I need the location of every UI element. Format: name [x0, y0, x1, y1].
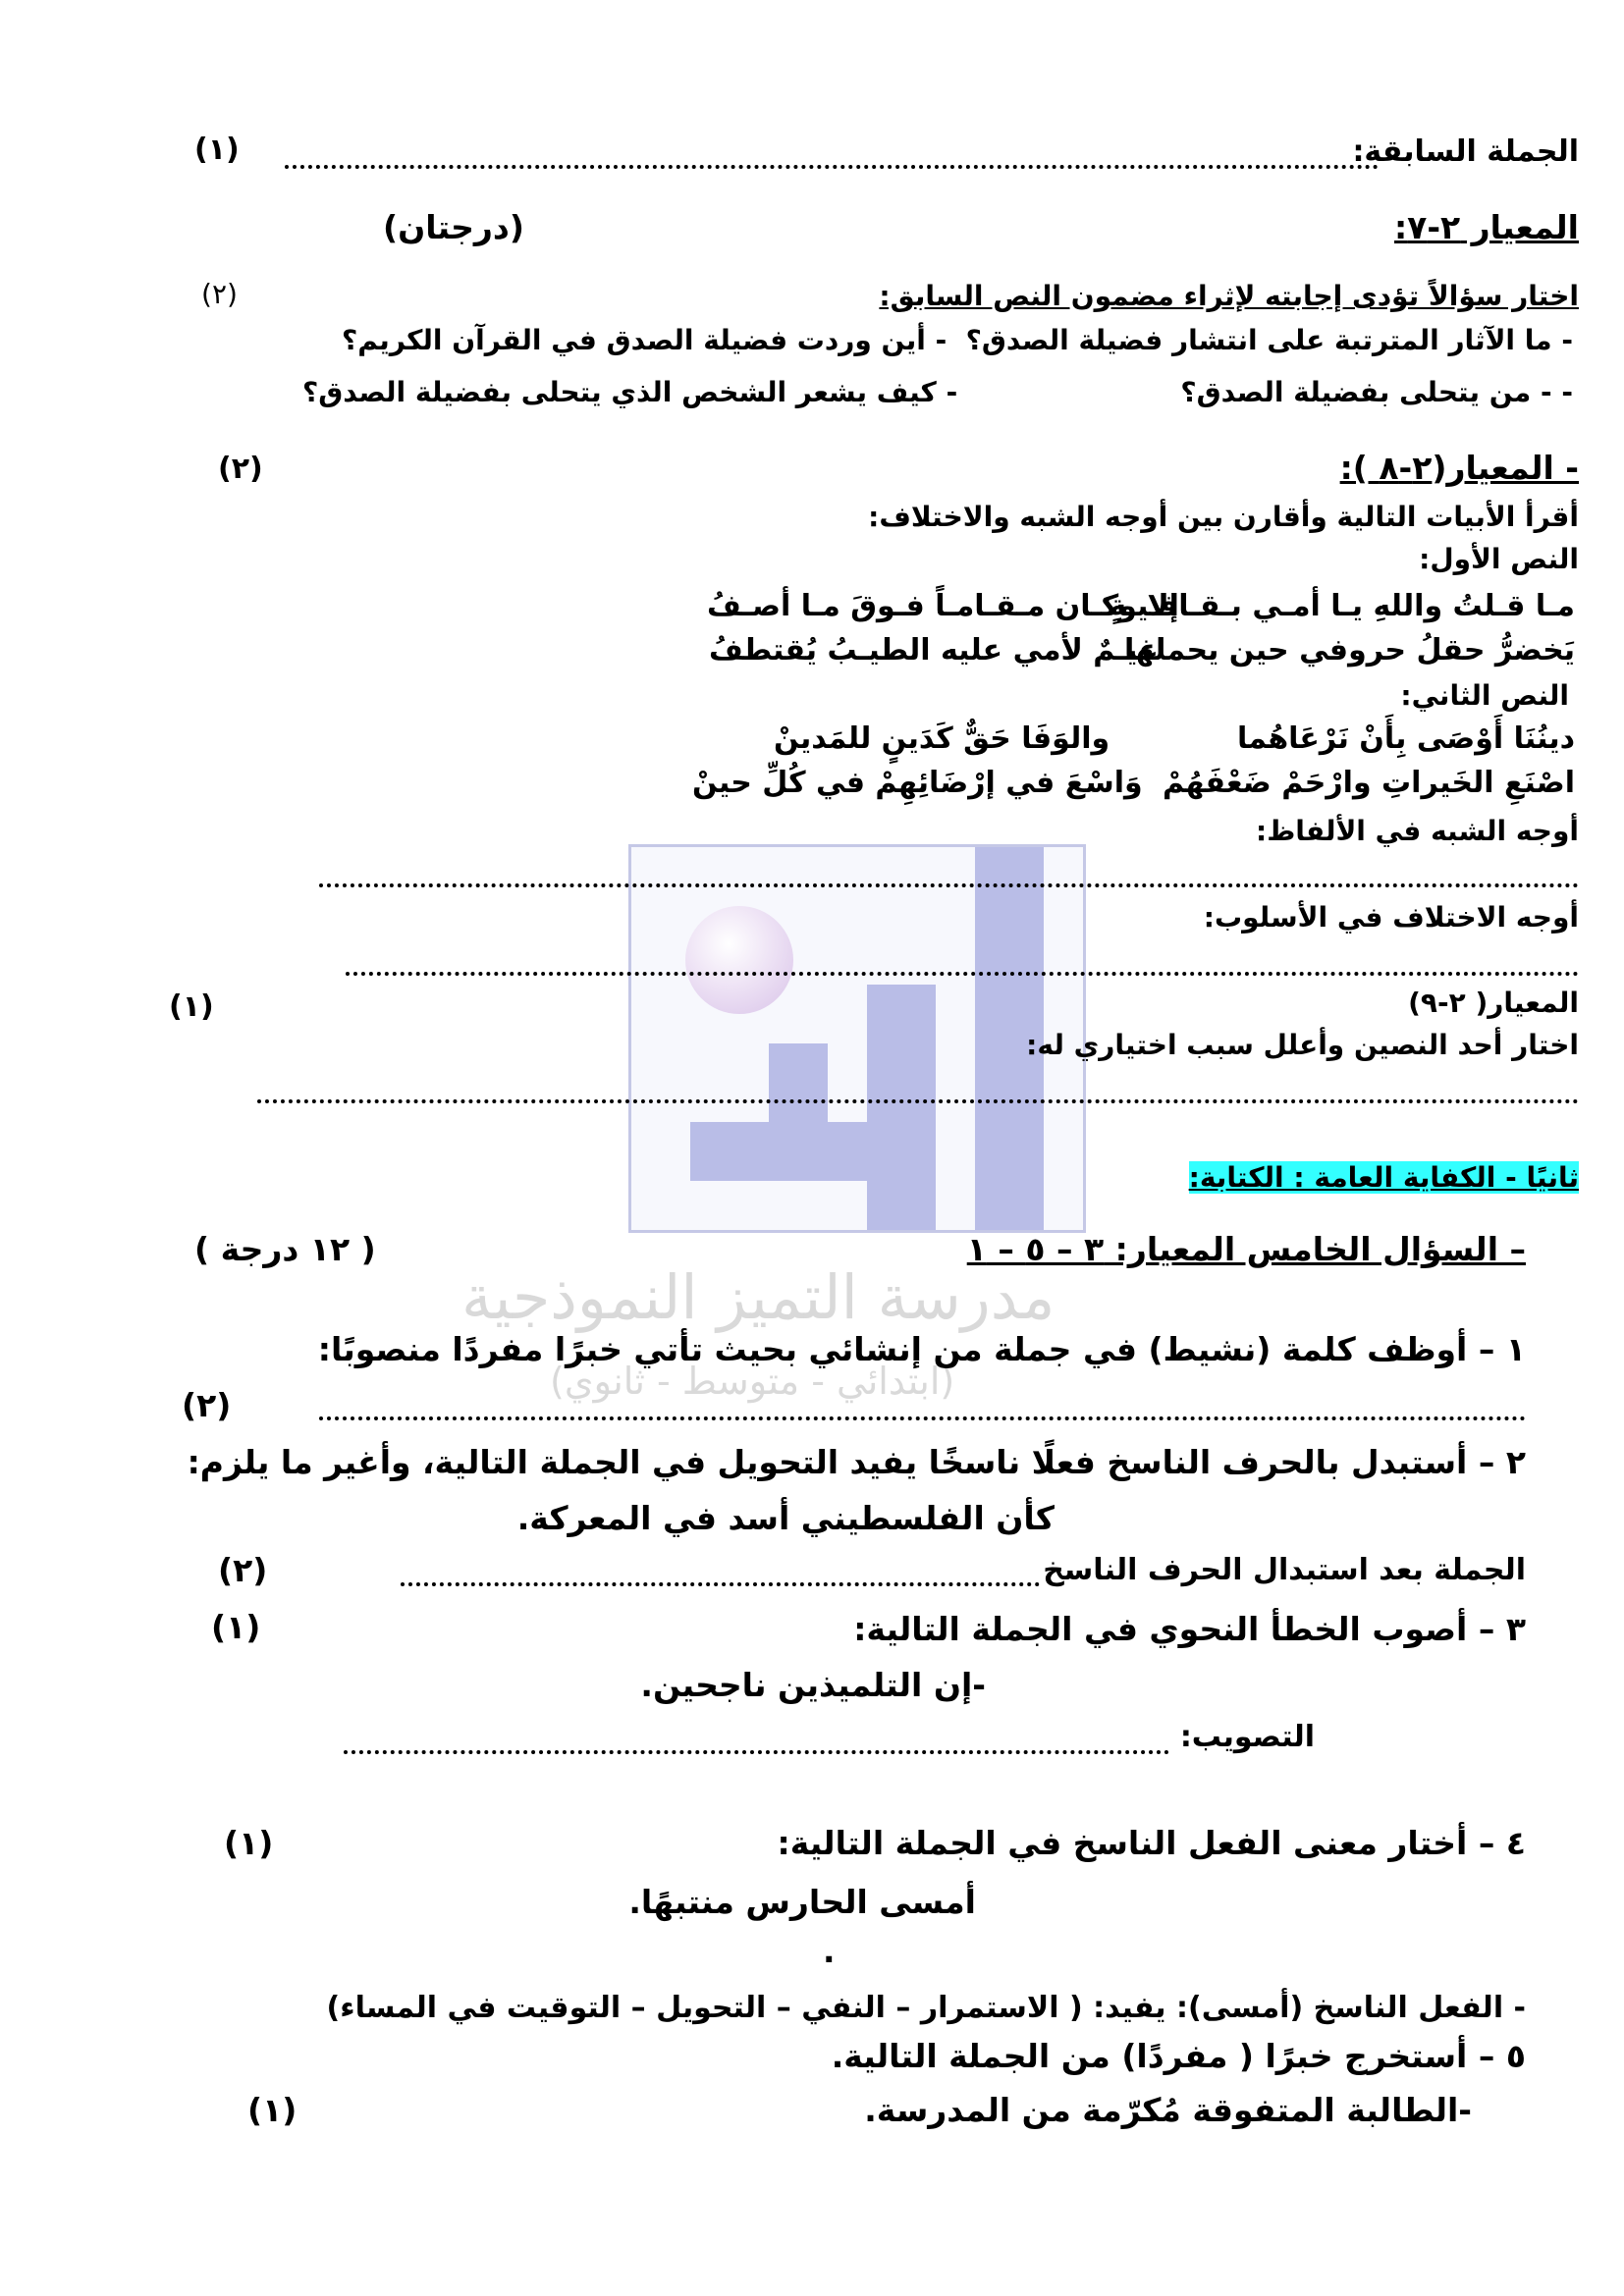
score: ( ١٢ درجة ) — [194, 1230, 376, 1268]
answer-line[interactable] — [319, 883, 1579, 887]
option-2[interactable]: - أين وردت فضيلة الصدق في القرآن الكريم؟ — [342, 324, 947, 356]
poem-verse: مـا قـلتُ واللهِ يـا أمـي بـقـافـيـةٍ — [1109, 589, 1575, 623]
item-2: ٢ – أستبدل بالحرف الناسخ فعلًا ناسخًا يفيد التحويل في الجملة التالية، وأغير ما يلزم: — [187, 1443, 1526, 1481]
item-4-sentence: أمسى الحارس منتبهًا. — [628, 1883, 976, 1921]
poem-verse: وَاسْعَ في إرْضَائِهِمْ في كُلِّ حينْ — [692, 766, 1143, 800]
poem-verse: يَخضرُّ حقلُ حروفي حين يحملها — [1124, 633, 1575, 667]
criterion-heading: - المعيار(٢-٨ ): — [1339, 449, 1579, 487]
question-5-title: – السؤال الخامس المعيار: ٣ – ٥ – ١ — [966, 1230, 1526, 1268]
score: (١) — [194, 133, 240, 167]
poem-verse: غيـمٌ لأمي عليه الطيـبُ يُقتطفُ — [709, 633, 1159, 667]
answer-line[interactable] — [319, 1416, 1526, 1420]
answer-line[interactable] — [346, 972, 1579, 976]
score: (١) — [169, 989, 214, 1024]
item-3-answer-label: التصويب: — [1179, 1720, 1315, 1754]
item-5-sentence: -الطالبة المتفوقة مُكرّمة من المدرسة. — [864, 2091, 1472, 2129]
item-4: ٤ – أختار معنى الفعل الناسخ في الجملة التالية: — [777, 1824, 1526, 1862]
option-1[interactable]: - ما الآثار المترتبة على انتشار فضيلة الصدق؟ — [965, 324, 1573, 356]
score: (٢) — [218, 1551, 268, 1589]
score: (٢) — [182, 1386, 232, 1424]
score: (١) — [211, 1608, 261, 1646]
item-4-dot: . — [823, 1932, 836, 1970]
text-2-label: النص الثاني: — [1400, 679, 1569, 712]
watermark-school-name: مدرسة التميز النموذجية — [461, 1261, 1056, 1333]
item-1: ١ – أوظف كلمة (نشيط) في جملة من إنشائي بحيث تأتي خبرًا مفردًا منصوبًا: — [317, 1330, 1526, 1368]
item-3: ٣ – أصوب الخطأ النحوي في الجملة التالية: — [853, 1610, 1526, 1648]
prev-sentence-label: الجملة السابقة: — [1352, 134, 1579, 169]
answer-line[interactable] — [285, 165, 1379, 169]
answer-line[interactable] — [257, 1099, 1579, 1103]
criterion-heading: المعيار ٢-٧: — [1393, 208, 1579, 246]
question-instruction: أقرأ الأبيات التالية وأقارن بين أوجه الشبه والاختلاف: — [868, 501, 1579, 533]
item-2-sentence: كأن الفلسطيني أسد في المعركة. — [516, 1499, 1055, 1537]
criterion-heading: المعيار( ٢-٩) — [1408, 987, 1579, 1019]
score: (درجتان) — [383, 208, 524, 246]
question-instruction: اختار سؤالاً تؤدى إجابته لإثراء مضمون النص السابق: — [879, 280, 1579, 312]
text-1-label: النص الأول: — [1419, 543, 1579, 575]
similarities-label: أوجه الشبه في الألفاظ: — [1256, 815, 1579, 847]
watermark-levels: (ابتدائي - متوسط - ثانوي) — [550, 1360, 955, 1403]
item-2-answer-label: الجملة بعد استبدال الحرف الناسخ — [1043, 1553, 1526, 1587]
poem-verse: دينُنَا أَوْصَى بِأَنْ نَرْعَاهُما — [1236, 721, 1575, 756]
section-title: ثانيًا - الكفاية العامة : الكتابة: — [1188, 1161, 1579, 1194]
option-4[interactable]: - كيف يشعر الشخص الذي يتحلى بفضيلة الصدق؟ — [302, 376, 958, 408]
item-5: ٥ – أستخرج خبرًا ( مفردًا) من الجملة التالية. — [831, 2037, 1526, 2075]
differences-label: أوجه الاختلاف في الأسلوب: — [1203, 901, 1579, 934]
poem-verse: اصْنَعِ الخَيراتِ وارْحَمْ ضَعْفَهُمْ — [1162, 766, 1575, 800]
score: (١) — [224, 1824, 274, 1862]
question-instruction: اختار أحد النصين وأعلل سبب اختياري له: — [1026, 1029, 1579, 1061]
answer-line[interactable] — [401, 1582, 1040, 1586]
answer-line[interactable] — [344, 1750, 1169, 1754]
item-4-options[interactable]: - الفعل الناسخ (أمسى): يفيد: ( الاستمرار – النفي – التحويل – التوقيت في المساء) — [326, 1991, 1526, 2025]
score: (٢) — [218, 452, 263, 486]
score: (٢) — [201, 278, 238, 310]
score: (١) — [247, 2091, 298, 2129]
poem-verse: إلا وكـان مـقـامـاً فـوقَ مـا أصـفُ — [707, 589, 1179, 623]
school-logo-watermark — [628, 844, 1086, 1233]
poem-verse: والوَفَا حَقٌّ كَدَينٍ للمَدينْ — [774, 721, 1110, 756]
option-3[interactable]: - - من يتحلى بفضيلة الصدق؟ — [1180, 376, 1573, 408]
item-3-sentence: -إن التلميذين ناجحين. — [640, 1666, 986, 1704]
